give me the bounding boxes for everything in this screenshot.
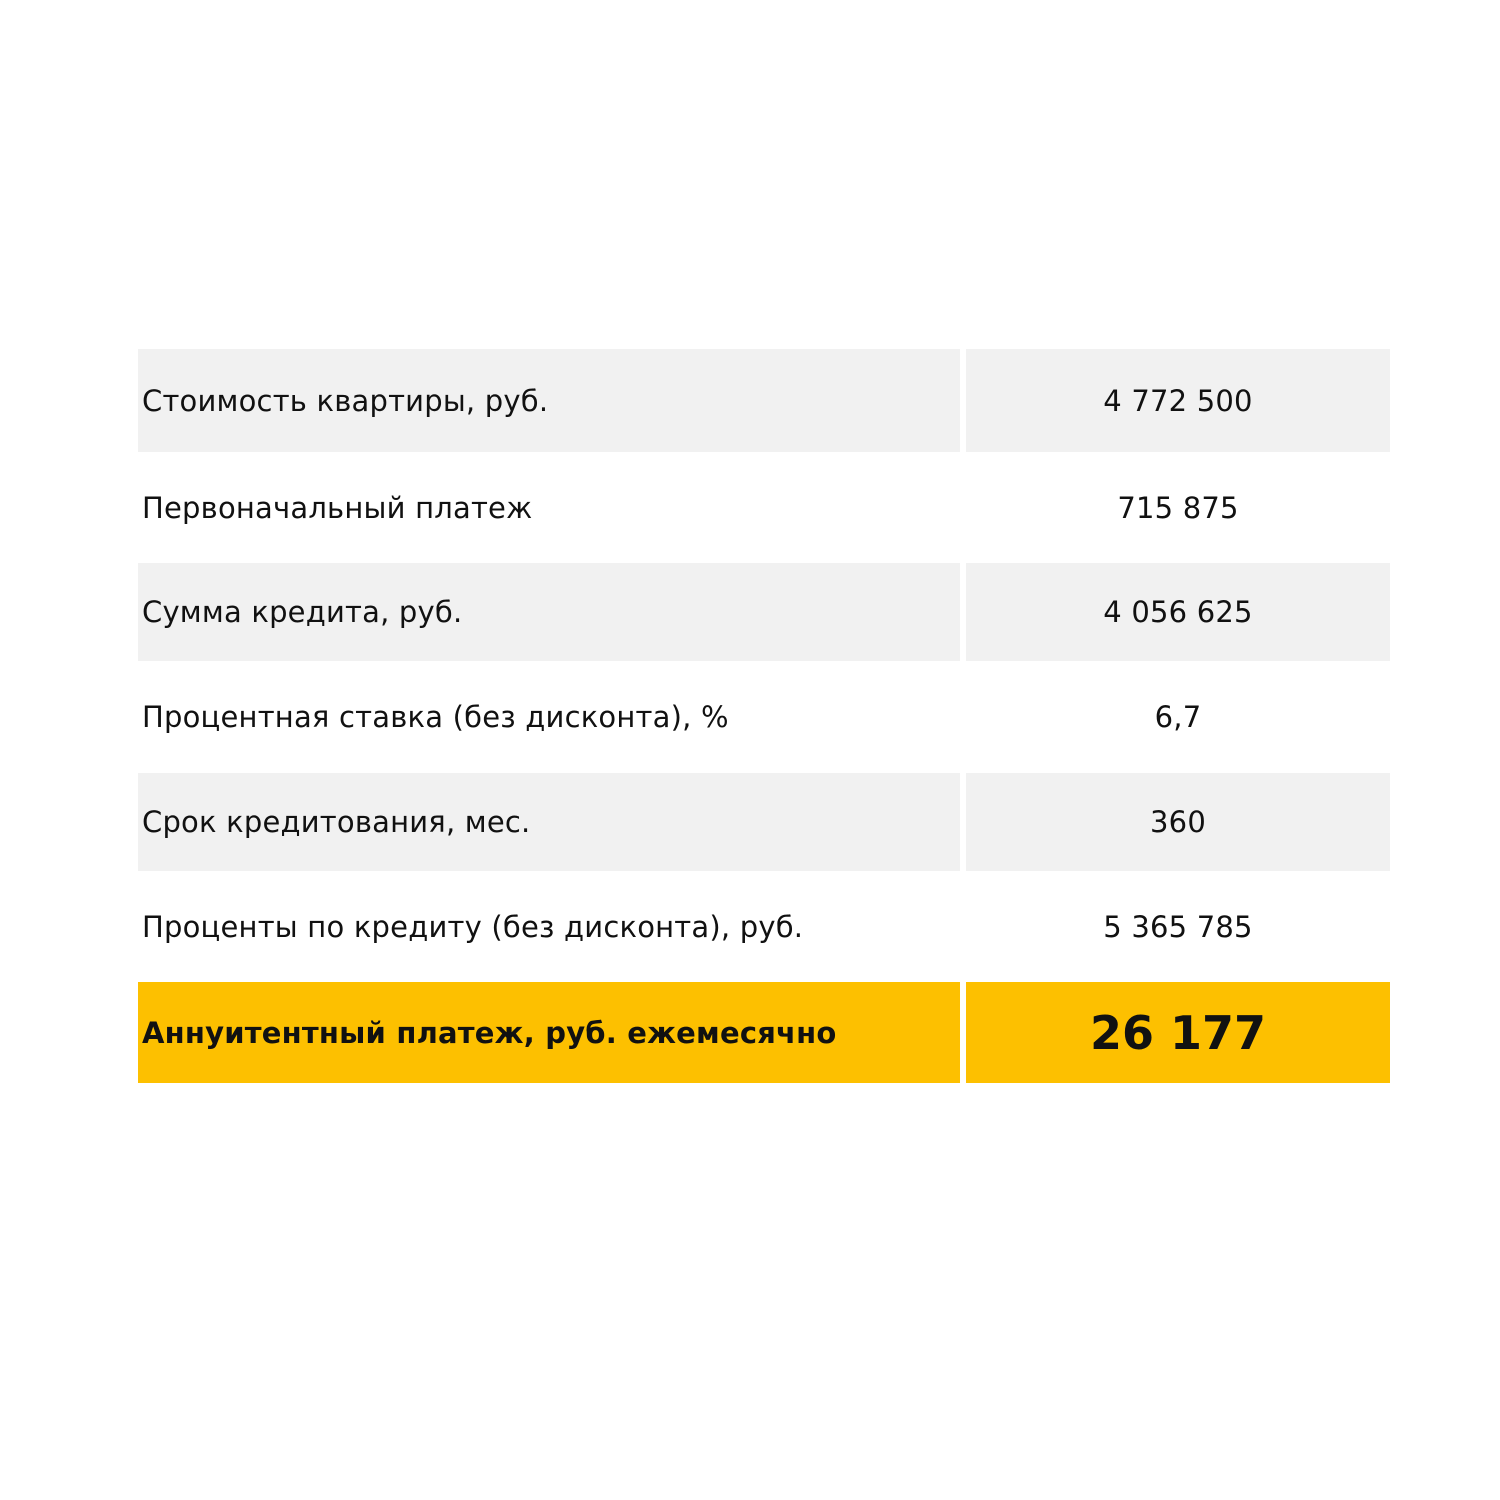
- row-value: 360: [966, 773, 1390, 871]
- row-label: Процентная ставка (без дисконта), %: [138, 661, 960, 773]
- row-value-highlight: 26 177: [966, 982, 1390, 1083]
- row-value: 5 365 785: [966, 871, 1390, 982]
- row-value: 4 772 500: [966, 349, 1390, 452]
- row-label-highlight: Аннуитентный платеж, руб. ежемесячно: [138, 982, 960, 1083]
- mortgage-table: [138, 349, 1390, 1083]
- row-label: Сумма кредита, руб.: [138, 563, 960, 661]
- row-value: 4 056 625: [966, 563, 1390, 661]
- row-value: 6,7: [966, 661, 1390, 773]
- row-label: Проценты по кредиту (без дисконта), руб.: [138, 871, 960, 982]
- row-label: Первоначальный платеж: [138, 452, 960, 563]
- row-label: Срок кредитования, мес.: [138, 773, 960, 871]
- row-label: Стоимость квартиры, руб.: [138, 349, 960, 452]
- row-value: 715 875: [966, 452, 1390, 563]
